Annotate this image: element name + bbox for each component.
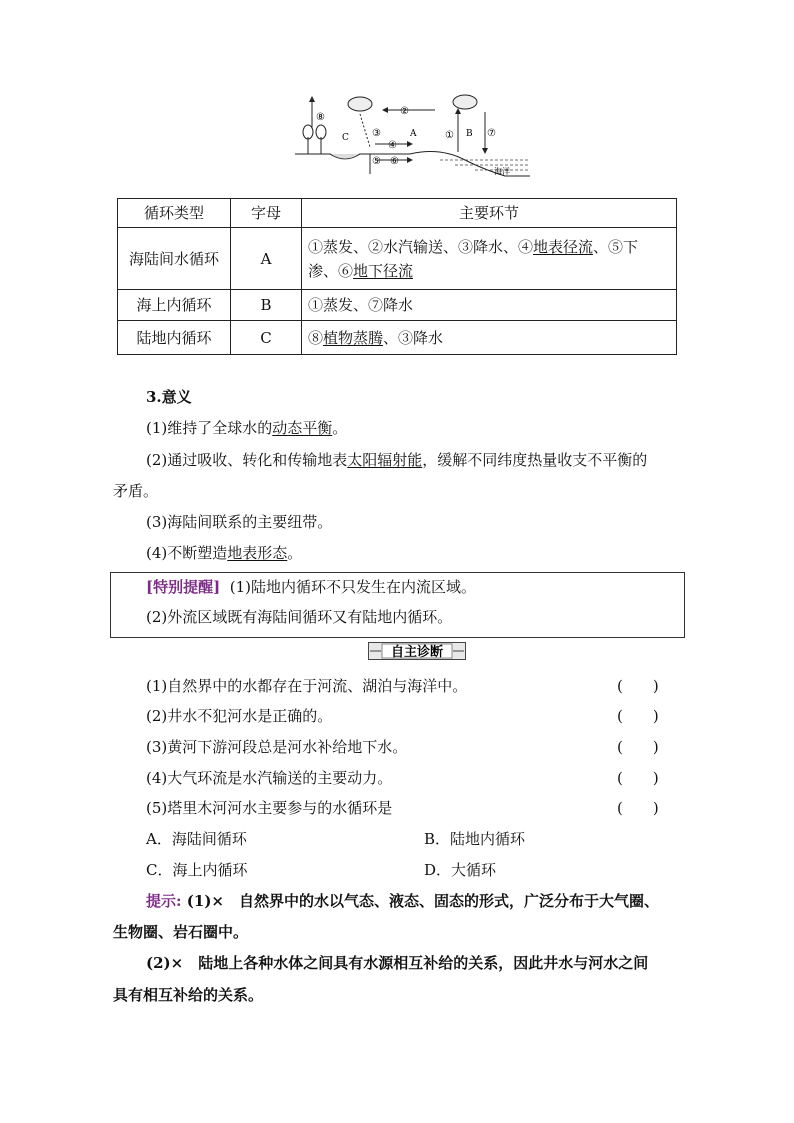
option-b: B．陆地内循环 — [424, 830, 526, 848]
paragraph: (4)不断塑造地表形态。 — [146, 544, 303, 562]
cell-links: ⑧植物蒸腾、③降水 — [302, 321, 677, 355]
reminder-line: [特别提醒] (1)陆地内循环不只发生在内流区域。 — [146, 578, 476, 596]
option-d: D．大循环 — [424, 861, 497, 879]
label-n5: ⑤ — [372, 156, 381, 167]
header-type: 循环类型 — [118, 199, 231, 228]
question-item: (3)黄河下游河段总是河水补给地下水。 — [146, 738, 408, 756]
question-item: (4)大气环流是水汽输送的主要动力。 — [146, 769, 393, 787]
label-n7: ⑦ — [487, 128, 496, 139]
question-item: (2)井水不犯河水是正确的。 — [146, 707, 333, 725]
label-B: B — [466, 129, 473, 139]
hint-line: (2)× 陆地上各种水体之间具有水源相互补给的关系，因此井水与河水之间 — [146, 954, 649, 972]
answer-blank: ( ) — [617, 799, 659, 817]
paragraph: (1)维持了全球水的动态平衡。 — [146, 419, 348, 437]
option-a: A．海陆间循环 — [146, 830, 247, 848]
question-item: (1)自然界中的水都存在于河流、湖泊与海洋中。 — [146, 677, 468, 695]
header-links: 主要环节 — [302, 199, 677, 228]
table-header-row — [118, 199, 677, 228]
cell-type: 陆地内循环 — [118, 321, 231, 355]
option-c: C．海上内循环 — [146, 861, 248, 879]
table-row — [118, 290, 677, 321]
svg-text:自主诊断: 自主诊断 — [390, 645, 444, 660]
label-n3: ③ — [372, 128, 381, 139]
cell-type: 海上内循环 — [118, 290, 231, 321]
cell-letter: A — [231, 228, 302, 290]
cell-type: 海陆间水循环 — [118, 228, 231, 290]
cell-links: ①蒸发、⑦降水 — [302, 290, 677, 321]
answer-blank: ( ) — [617, 707, 659, 725]
answer-blank: ( ) — [617, 677, 659, 695]
paragraph: (3)海陆间联系的主要纽带。 — [146, 513, 333, 531]
answer-blank: ( ) — [617, 769, 659, 787]
hint-line: 提示: (1)× 自然界中的水以气态、液态、固态的形式，广泛分布于大气圈、 — [146, 892, 659, 910]
table-row — [118, 228, 677, 290]
cloud-icon — [348, 95, 477, 111]
hint-line: 生物圈、岩石圈中。 — [113, 923, 249, 941]
label-n6: ⑥ — [390, 156, 399, 167]
cell-letter: B — [231, 290, 302, 321]
section-heading: 3.意义 — [146, 388, 192, 406]
tree-icon — [303, 125, 326, 154]
paragraph: (2)通过吸收、转化和传输地表太阳辐射能，缓解不同纬度热量收支不平衡的 — [146, 451, 648, 469]
answer-blank: ( ) — [617, 738, 659, 756]
cell-letter: C — [231, 321, 302, 355]
table-row — [118, 321, 677, 355]
label-C: C — [342, 133, 349, 143]
label-A: A — [410, 129, 417, 139]
paragraph: 矛盾。 — [113, 482, 159, 500]
reminder-line: (2)外流区域既有海陆间循环又有陆地内循环。 — [146, 608, 453, 626]
cell-links: ①蒸发、②水汽输送、③降水、④地表径流、⑤下 渗、⑥地下径流 — [302, 228, 677, 290]
label-n1: ① — [445, 130, 454, 141]
water-cycle-diagram — [290, 92, 536, 192]
hint-line: 具有相互补给的关系。 — [113, 986, 264, 1004]
cycle-table — [117, 198, 677, 355]
question-item: (5)塔里木河河水主要参与的水循环是 — [146, 799, 393, 817]
label-n8: ⑧ — [316, 112, 325, 123]
label-n4: ④ — [388, 140, 397, 151]
header-letter: 字母 — [231, 199, 302, 228]
label-ocean: 海洋 — [494, 167, 510, 176]
self-diagnosis-label — [368, 642, 466, 660]
label-n2: ② — [400, 106, 409, 117]
